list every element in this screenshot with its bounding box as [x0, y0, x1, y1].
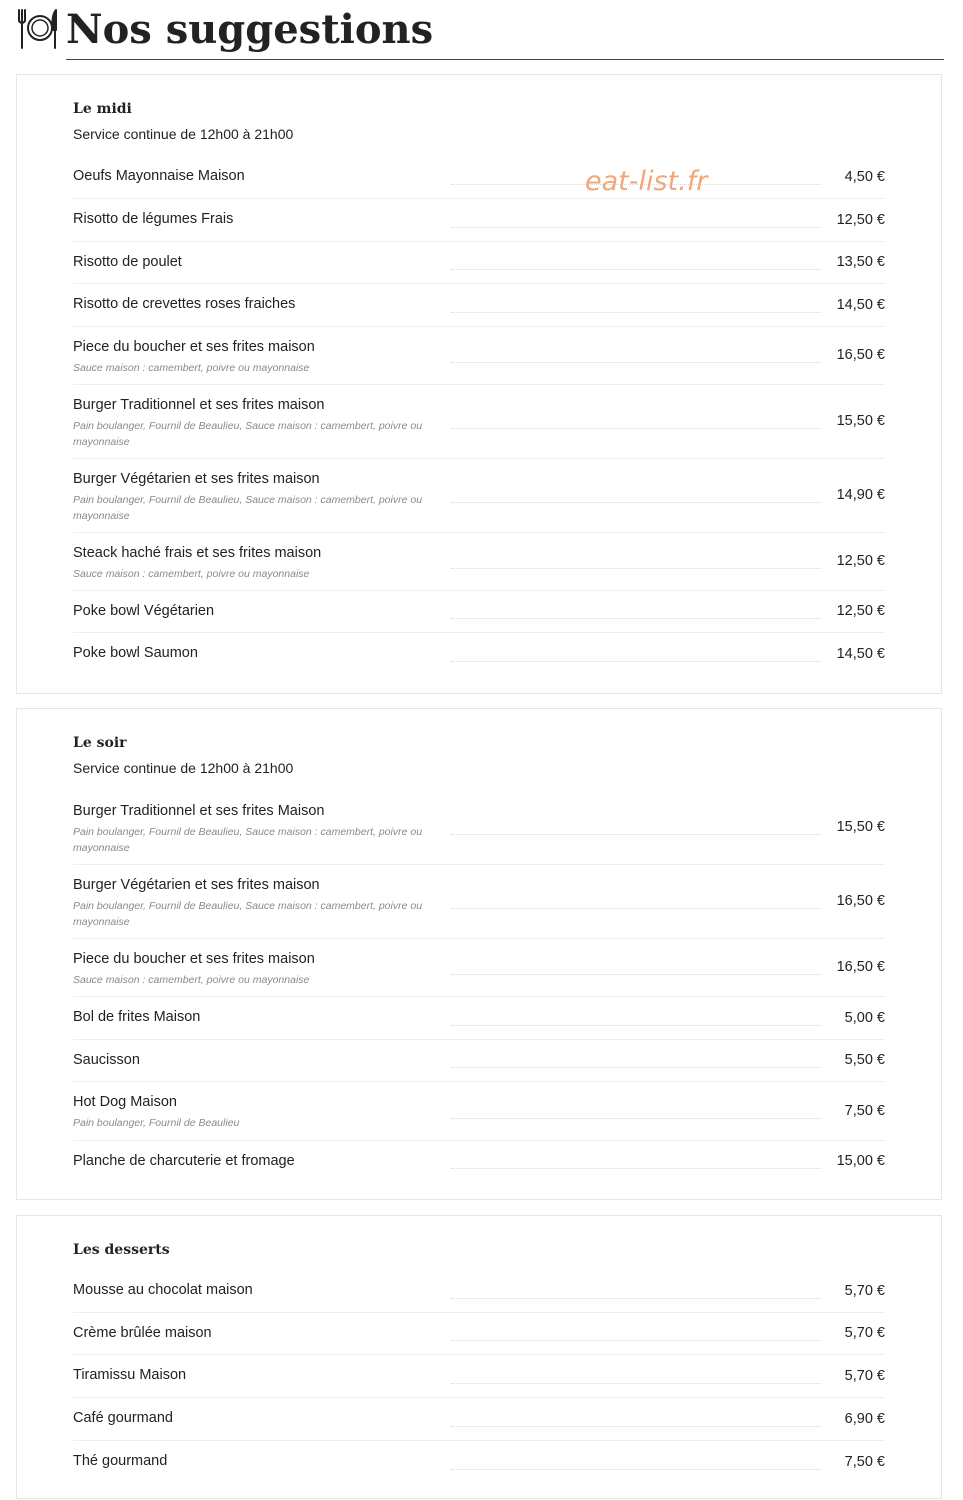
dotted-leader	[451, 227, 821, 228]
item-description: Sauce maison : camembert, poivre ou mayonnaise	[73, 568, 310, 580]
item-price: 16,50 €	[836, 893, 885, 909]
item-price: 5,50 €	[844, 1052, 885, 1068]
plate-fork-knife-icon	[16, 6, 60, 50]
menu-item	[73, 1313, 885, 1355]
dotted-leader	[451, 1298, 821, 1299]
title-underline	[66, 59, 944, 60]
item-name: Burger Végétarien et ses frites maison	[73, 471, 320, 487]
item-price: 14,90 €	[836, 487, 885, 503]
item-name: Burger Végétarien et ses frites maison	[73, 877, 320, 893]
item-description: Pain boulanger, Fournil de Beaulieu, Sauce maison : camembert, poivre ou mayonnaise	[73, 826, 423, 854]
menu-item	[73, 1141, 885, 1183]
item-name: Piece du boucher et ses frites maison	[73, 339, 315, 355]
menu-item	[73, 1398, 885, 1441]
item-price: 5,00 €	[844, 1010, 885, 1026]
menu-item	[73, 591, 885, 633]
menu-list	[73, 1270, 885, 1484]
menu-item	[73, 997, 885, 1040]
menu-item	[73, 385, 885, 459]
item-price: 15,50 €	[836, 413, 885, 429]
item-description: Sauce maison : camembert, poivre ou mayonnaise	[73, 974, 310, 986]
page-header	[16, 4, 944, 62]
item-name: Tiramissu Maison	[73, 1367, 187, 1383]
item-price: 5,70 €	[844, 1325, 885, 1341]
dotted-leader	[451, 661, 821, 662]
dotted-leader	[451, 1118, 821, 1119]
item-name: Saucisson	[73, 1052, 140, 1068]
dotted-leader	[451, 1426, 821, 1427]
menu-item	[73, 1355, 885, 1398]
section-title: Le soir	[73, 735, 127, 751]
item-price: 6,90 €	[844, 1411, 885, 1427]
item-price: 13,50 €	[836, 254, 885, 270]
item-name: Risotto de poulet	[73, 254, 182, 270]
dotted-leader	[451, 618, 821, 619]
item-name: Burger Traditionnel et ses frites maison	[73, 397, 325, 413]
menu-item	[73, 156, 885, 199]
menu-list	[73, 156, 885, 676]
section-title: Le midi	[73, 101, 132, 117]
item-description: Pain boulanger, Fournil de Beaulieu, Sauce maison : camembert, poivre ou mayonnaise	[73, 900, 423, 928]
menu-item	[73, 327, 885, 385]
dotted-leader	[451, 1025, 821, 1026]
dotted-leader	[451, 1067, 821, 1068]
dotted-leader	[451, 362, 821, 363]
dotted-leader	[451, 1168, 821, 1169]
item-price: 15,50 €	[836, 819, 885, 835]
dotted-leader	[451, 568, 821, 569]
section-subtitle: Service continue de 12h00 à 21h00	[73, 760, 294, 776]
item-name: Thé gourmand	[73, 1453, 168, 1469]
page-title: Nos suggestions	[66, 6, 434, 53]
item-price: 5,70 €	[844, 1368, 885, 1384]
dotted-leader	[451, 908, 821, 909]
dotted-leader	[451, 269, 821, 270]
menu-item	[73, 459, 885, 533]
item-price: 12,50 €	[836, 553, 885, 569]
item-price: 4,50 €	[844, 169, 885, 185]
menu-item	[73, 1270, 885, 1313]
menu-item	[73, 791, 885, 865]
item-description: Pain boulanger, Fournil de Beaulieu, Sauce maison : camembert, poivre ou mayonnaise	[73, 494, 423, 522]
dotted-leader	[451, 1469, 821, 1470]
item-name: Poke bowl Saumon	[73, 645, 198, 661]
item-price: 7,50 €	[844, 1103, 885, 1119]
item-name: Risotto de crevettes roses fraiches	[73, 296, 296, 312]
item-description: Pain boulanger, Fournil de Beaulieu	[73, 1117, 240, 1129]
item-name: Café gourmand	[73, 1410, 173, 1426]
dotted-leader	[451, 974, 821, 975]
menu-item	[73, 865, 885, 939]
item-price: 5,70 €	[844, 1283, 885, 1299]
menu-section	[16, 708, 942, 1200]
item-name: Poke bowl Végétarien	[73, 603, 215, 619]
menu-item	[73, 533, 885, 591]
menu-list	[73, 791, 885, 1183]
dotted-leader	[451, 312, 821, 313]
item-description: Pain boulanger, Fournil de Beaulieu, Sauce maison : camembert, poivre ou mayonnaise	[73, 420, 423, 448]
item-price: 7,50 €	[844, 1454, 885, 1470]
item-price: 12,50 €	[836, 212, 885, 228]
item-price: 14,50 €	[836, 297, 885, 313]
menu-item	[73, 633, 885, 676]
item-price: 16,50 €	[836, 347, 885, 363]
item-name: Bol de frites Maison	[73, 1009, 201, 1025]
dotted-leader	[451, 1340, 821, 1341]
item-name: Piece du boucher et ses frites maison	[73, 951, 315, 967]
watermark: eat-list.fr	[585, 166, 708, 197]
menu-item	[73, 242, 885, 284]
item-name: Hot Dog Maison	[73, 1094, 177, 1110]
menu-item	[73, 1082, 885, 1141]
dotted-leader	[451, 834, 821, 835]
menu-item	[73, 1441, 885, 1484]
item-name: Crème brûlée maison	[73, 1325, 212, 1341]
menu-section	[16, 1215, 942, 1499]
item-description: Sauce maison : camembert, poivre ou mayonnaise	[73, 362, 310, 374]
dotted-leader	[451, 502, 821, 503]
section-subtitle: Service continue de 12h00 à 21h00	[73, 126, 294, 142]
item-name: Steack haché frais et ses frites maison	[73, 545, 322, 561]
item-price: 12,50 €	[836, 603, 885, 619]
dotted-leader	[451, 1383, 821, 1384]
item-name: Burger Traditionnel et ses frites Maison	[73, 803, 325, 819]
item-name: Mousse au chocolat maison	[73, 1282, 253, 1298]
item-name: Planche de charcuterie et fromage	[73, 1153, 295, 1169]
item-price: 16,50 €	[836, 959, 885, 975]
section-title: Les desserts	[73, 1242, 170, 1258]
item-name: Oeufs Mayonnaise Maison	[73, 168, 245, 184]
menu-item	[73, 199, 885, 242]
item-price: 15,00 €	[836, 1153, 885, 1169]
menu-item	[73, 1040, 885, 1082]
dotted-leader	[451, 428, 821, 429]
menu-item	[73, 284, 885, 327]
menu-item	[73, 939, 885, 997]
item-price: 14,50 €	[836, 646, 885, 662]
item-name: Risotto de légumes Frais	[73, 211, 234, 227]
menu-section	[16, 74, 942, 694]
